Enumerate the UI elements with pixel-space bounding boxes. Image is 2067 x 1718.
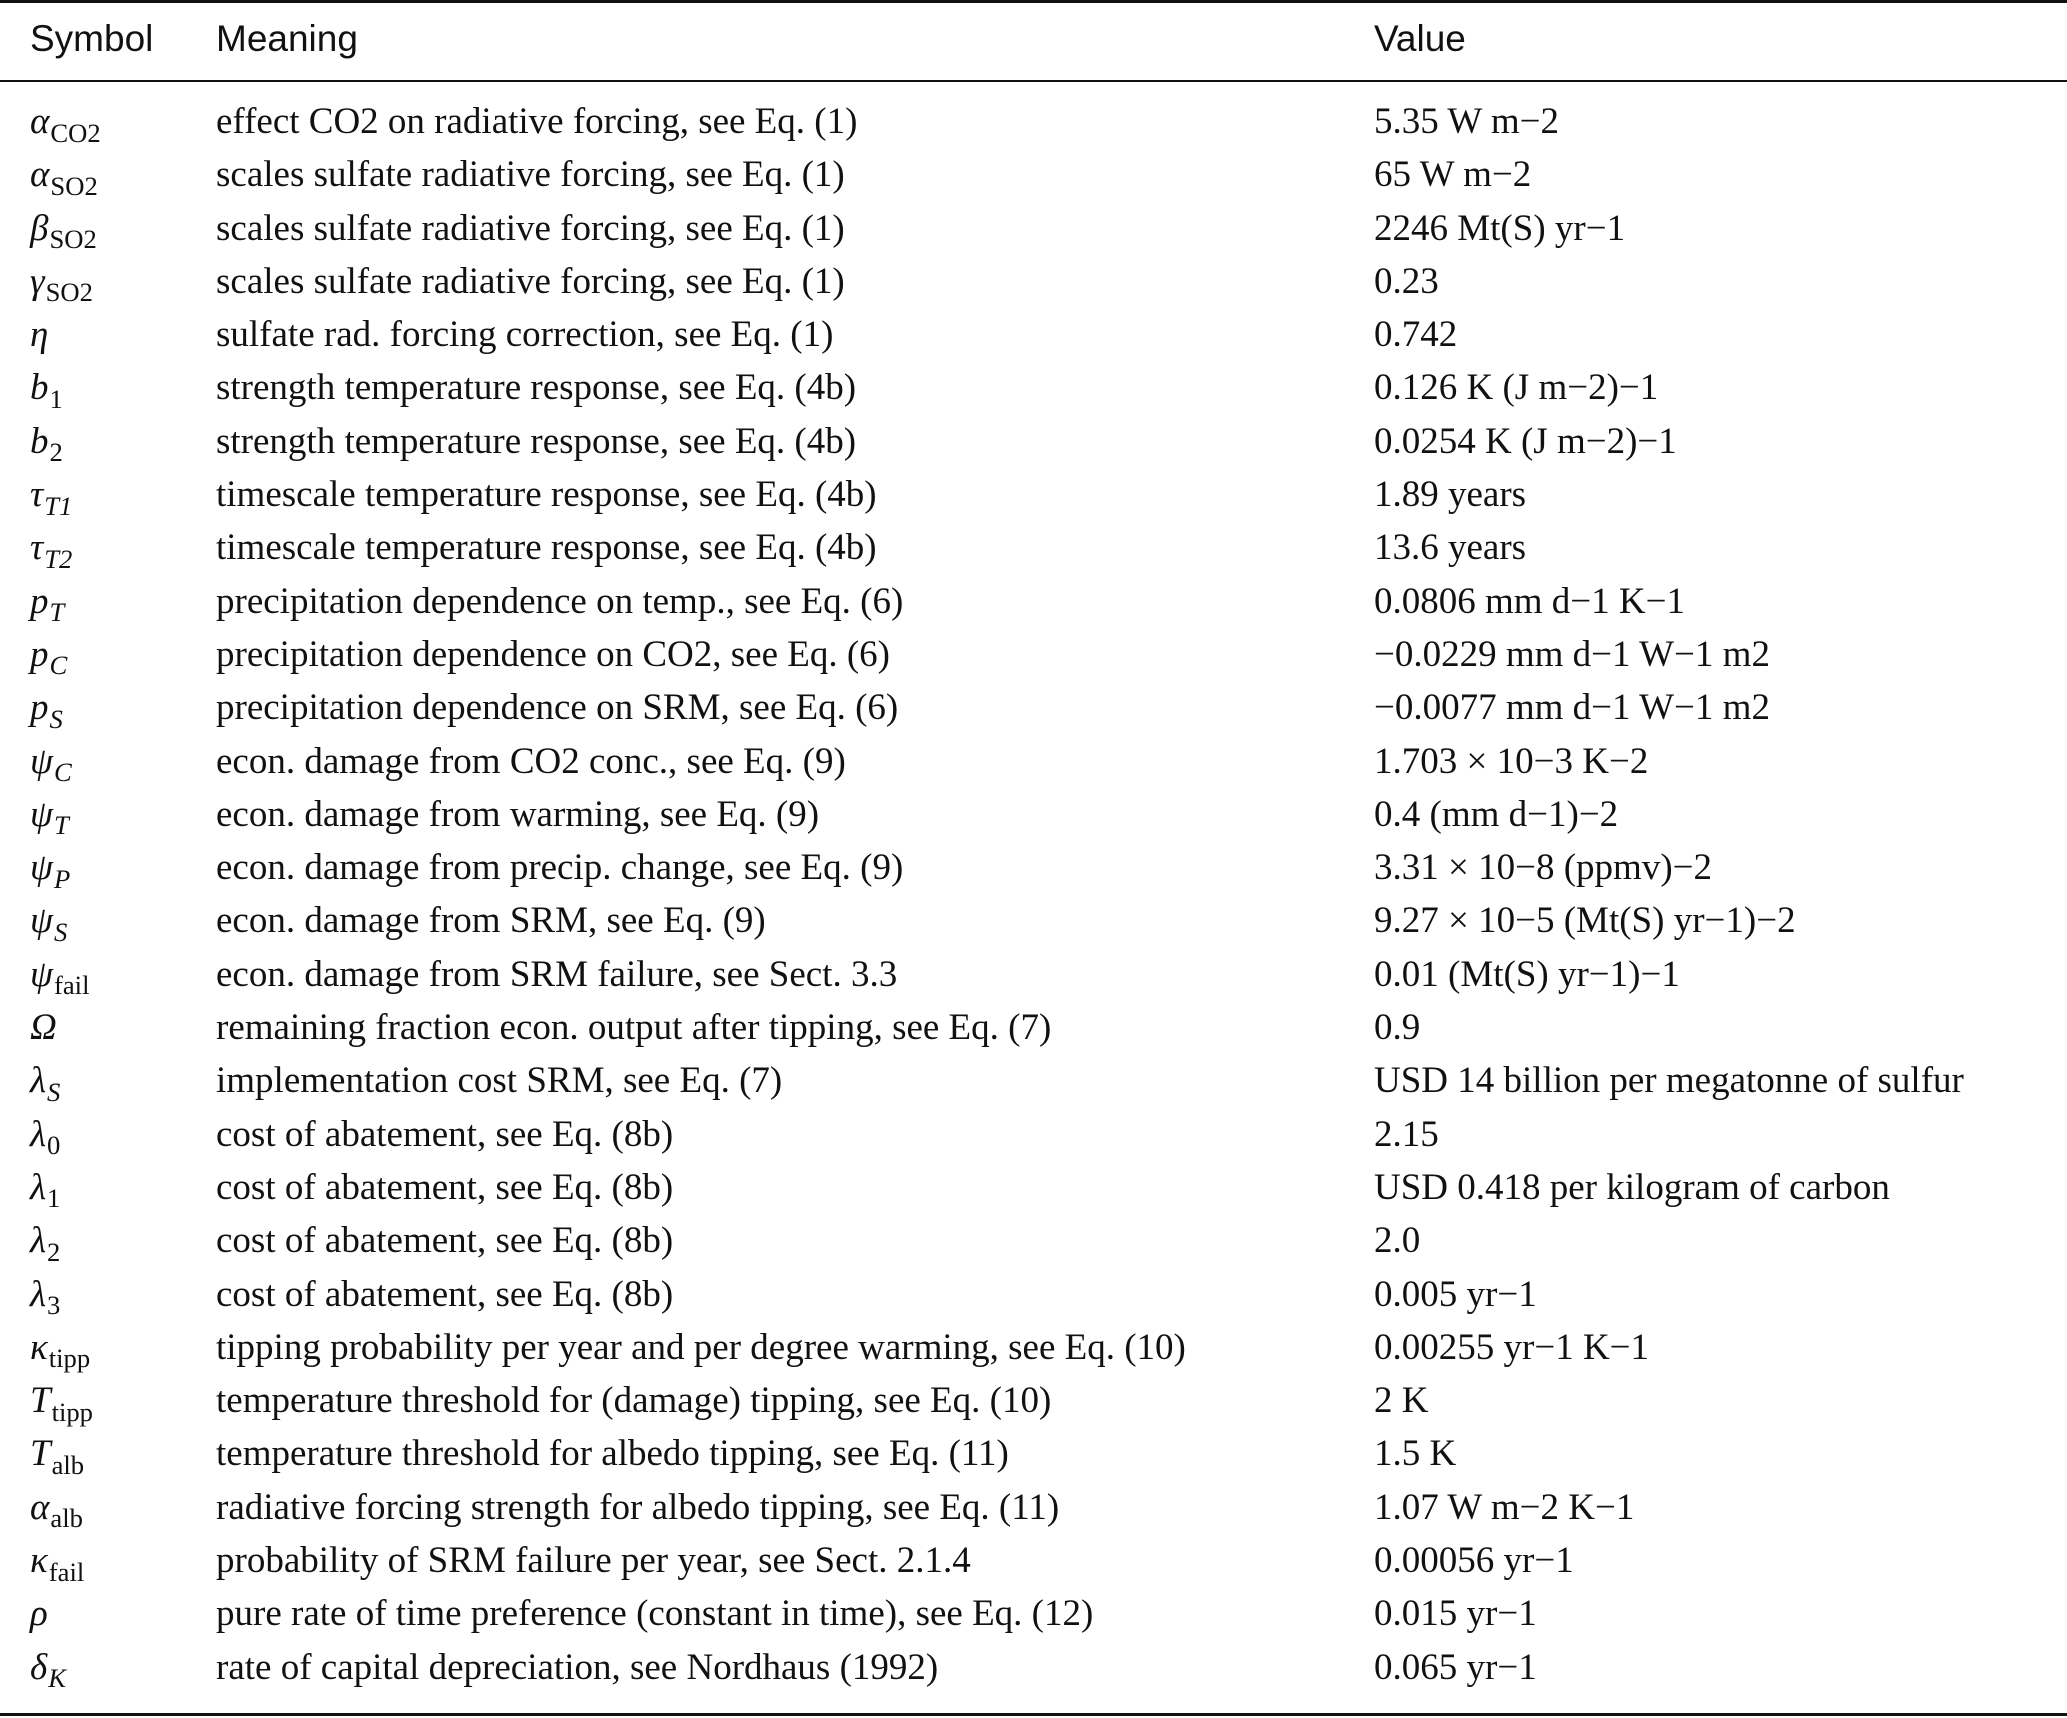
value-cell: 2246 Mt(S) yr−1 xyxy=(1374,207,1626,249)
table-row xyxy=(0,1481,2067,1534)
meaning-cell: effect CO2 on radiative forcing, see Eq. (1) xyxy=(216,101,858,142)
symbol-cell xyxy=(30,206,97,263)
symbol-base: γ xyxy=(30,260,45,302)
symbol-subscript: S xyxy=(49,703,63,734)
symbol-base: β xyxy=(30,207,49,249)
table-row xyxy=(0,1534,2067,1587)
value-cell: 0.0806 mm d−1 K−1 xyxy=(1374,580,1686,622)
meaning-cell: scales sulfate radiative forcing, see Eq. (1) xyxy=(216,154,845,196)
table-row xyxy=(0,1427,2067,1480)
meaning-cell: econ. damage from SRM failure, see Sect. 3.3 xyxy=(216,953,898,995)
symbol-subscript: alb xyxy=(50,1503,83,1534)
table-row xyxy=(0,521,2067,574)
value-cell: 5.35 W m−2 xyxy=(1374,101,1559,142)
meaning-cell: econ. damage from CO2 conc., see Eq. (9) xyxy=(216,740,846,782)
meaning-cell: pure rate of time preference (constant in time), see Eq. (12) xyxy=(216,1593,1094,1635)
symbol-base: τ xyxy=(30,527,44,569)
table-row xyxy=(0,575,2067,628)
symbol-base: λ xyxy=(30,1220,47,1262)
value-cell: 3.31 × 10−8 (ppmv)−2 xyxy=(1374,847,1713,889)
symbol-cell xyxy=(30,259,93,316)
symbol-cell xyxy=(30,1112,60,1169)
symbol-subscript: 3 xyxy=(47,1290,61,1321)
symbol-subscript: T xyxy=(49,597,65,628)
symbol-cell xyxy=(30,1485,83,1542)
symbol-base: λ xyxy=(30,1060,47,1102)
symbol-subscript: 1 xyxy=(49,384,63,414)
symbol-subscript: tipp xyxy=(51,1396,93,1427)
table-row xyxy=(0,894,2067,947)
table-row xyxy=(0,1587,2067,1640)
symbol-base: T xyxy=(30,1380,51,1422)
symbol-base: T xyxy=(30,1433,51,1475)
symbol-subscript: SO2 xyxy=(45,277,93,308)
symbol-cell xyxy=(30,898,67,955)
meaning-cell: strength temperature response, see Eq. (4b) xyxy=(216,420,857,462)
value-cell: 0.0254 K (J m−2)−1 xyxy=(1374,420,1677,462)
value-cell: 0.01 (Mt(S) yr−1)−1 xyxy=(1374,953,1680,995)
symbol-cell xyxy=(30,525,72,582)
table-row xyxy=(0,628,2067,681)
symbol-cell xyxy=(30,792,69,849)
value-cell: 0.742 xyxy=(1374,314,1458,356)
symbol-cell xyxy=(30,312,48,358)
table-bottom-rule xyxy=(0,1713,2067,1716)
value-cell: 0.126 K (J m−2)−1 xyxy=(1374,367,1659,409)
symbol-subscript: S xyxy=(47,1076,61,1107)
symbol-subscript: T xyxy=(53,810,69,841)
value-cell: −0.0077 mm d−1 W−1 m2 xyxy=(1374,687,1770,729)
symbol-cell xyxy=(30,472,72,529)
table-row xyxy=(0,255,2067,308)
table-row xyxy=(0,1161,2067,1214)
symbol-subscript: C xyxy=(49,650,68,681)
value-cell: 1.5 K xyxy=(1374,1433,1457,1475)
symbol-subscript: fail xyxy=(48,1556,85,1587)
table-row xyxy=(0,681,2067,734)
table-row xyxy=(0,95,2067,148)
symbol-subscript: SO2 xyxy=(50,170,98,201)
value-cell: 2.0 xyxy=(1374,1220,1421,1262)
meaning-cell: cost of abatement, see Eq. (8b) xyxy=(216,1220,674,1262)
meaning-cell: sulfate rad. forcing correction, see Eq. (1) xyxy=(216,314,834,356)
meaning-cell: timescale temperature response, see Eq. (4b) xyxy=(216,474,877,516)
symbol-cell xyxy=(30,579,64,636)
symbol-base: p xyxy=(30,687,49,729)
symbol-subscript: T1 xyxy=(44,490,73,521)
value-cell: 0.005 yr−1 xyxy=(1374,1273,1537,1315)
symbol-base: α xyxy=(30,101,50,142)
symbol-cell xyxy=(30,1218,60,1275)
table-row xyxy=(0,308,2067,361)
table-row xyxy=(0,1268,2067,1321)
symbol-subscript: alb xyxy=(51,1449,85,1480)
meaning-cell: cost of abatement, see Eq. (8b) xyxy=(216,1113,674,1155)
symbol-base: α xyxy=(30,154,50,196)
meaning-cell: scales sulfate radiative forcing, see Eq. (1) xyxy=(216,260,845,302)
value-cell: 13.6 years xyxy=(1374,527,1527,569)
symbol-base: p xyxy=(30,633,49,675)
symbol-subscript: fail xyxy=(53,970,90,1001)
meaning-cell: timescale temperature response, see Eq. (4b) xyxy=(216,527,877,569)
value-cell: 0.00255 yr−1 K−1 xyxy=(1374,1326,1650,1368)
symbol-cell xyxy=(30,1378,93,1435)
table-row xyxy=(0,948,2067,1001)
value-cell: 1.89 years xyxy=(1374,474,1527,516)
value-cell: 0.00056 yr−1 xyxy=(1374,1540,1574,1582)
table-header-rule xyxy=(0,80,2067,82)
value-cell: 9.27 × 10−5 (Mt(S) yr−1)−2 xyxy=(1374,900,1796,942)
symbol-base: p xyxy=(30,580,49,622)
symbol-subscript: 2 xyxy=(47,1236,61,1267)
symbol-base: ψ xyxy=(30,847,53,889)
symbol-cell xyxy=(30,1591,48,1637)
meaning-cell: econ. damage from precip. change, see Eq. (9) xyxy=(216,847,904,889)
symbol-cell xyxy=(30,952,89,1009)
table-row xyxy=(0,1321,2067,1374)
meaning-cell: tipping probability per year and per degree warming, see Eq. (10) xyxy=(216,1326,1186,1368)
symbol-base: ψ xyxy=(30,900,53,942)
symbol-base: Ω xyxy=(30,1007,57,1049)
symbol-base: τ xyxy=(30,474,44,516)
value-cell: 0.23 xyxy=(1374,260,1439,302)
symbol-base: λ xyxy=(30,1113,47,1155)
meaning-cell: rate of capital depreciation, see Nordhaus (1992) xyxy=(216,1646,939,1688)
symbol-subscript: 1 xyxy=(47,1183,61,1214)
symbol-subscript: T2 xyxy=(44,543,73,574)
value-cell: 2.15 xyxy=(1374,1113,1439,1155)
table-row xyxy=(0,1001,2067,1054)
table-body xyxy=(0,95,2067,1694)
symbol-cell xyxy=(30,1165,60,1222)
symbol-base: κ xyxy=(30,1326,48,1368)
symbol-cell xyxy=(30,632,67,689)
symbol-base: ρ xyxy=(30,1593,48,1635)
value-cell: 1.703 × 10−3 K−2 xyxy=(1374,740,1649,782)
symbol-base: κ xyxy=(30,1540,48,1582)
value-cell: 2 K xyxy=(1374,1380,1429,1422)
meaning-cell: precipitation dependence on temp., see Eq. (6) xyxy=(216,580,904,622)
meaning-cell: cost of abatement, see Eq. (8b) xyxy=(216,1166,674,1208)
symbol-cell xyxy=(30,845,70,902)
meaning-cell: precipitation dependence on CO2, see Eq. (6) xyxy=(216,633,890,675)
meaning-cell: probability of SRM failure per year, see Sect. 2.1.4 xyxy=(216,1540,971,1582)
table-row xyxy=(0,468,2067,521)
table-top-rule xyxy=(0,0,2067,3)
symbol-cell xyxy=(30,739,72,796)
value-cell: 1.07 W m−2 K−1 xyxy=(1374,1486,1635,1528)
value-cell: 65 W m−2 xyxy=(1374,154,1532,196)
symbol-base: δ xyxy=(30,1646,48,1688)
meaning-cell: scales sulfate radiative forcing, see Eq. (1) xyxy=(216,207,845,249)
symbol-cell xyxy=(30,419,63,476)
symbol-cell xyxy=(30,365,63,422)
table-row xyxy=(0,1214,2067,1267)
symbol-cell xyxy=(30,1538,84,1595)
symbol-subscript: 0 xyxy=(47,1130,61,1161)
symbol-cell xyxy=(30,1272,60,1329)
value-cell: USD 14 billion per megatonne of sulfur xyxy=(1374,1060,1964,1102)
meaning-cell: cost of abatement, see Eq. (8b) xyxy=(216,1273,674,1315)
value-cell: 0.9 xyxy=(1374,1007,1421,1049)
value-cell: 0.065 yr−1 xyxy=(1374,1646,1537,1688)
value-cell: USD 0.418 per kilogram of carbon xyxy=(1374,1166,1890,1208)
table-row xyxy=(0,415,2067,468)
header-symbol: Symbol xyxy=(30,18,154,59)
value-cell: 0.4 (mm d−1)−2 xyxy=(1374,793,1619,835)
symbol-cell xyxy=(30,1325,90,1382)
symbol-subscript: S xyxy=(53,916,68,947)
header-meaning: Meaning xyxy=(216,18,358,59)
table-row xyxy=(0,1108,2067,1161)
table-row xyxy=(0,1374,2067,1427)
table-row xyxy=(0,735,2067,788)
meaning-cell: implementation cost SRM, see Eq. (7) xyxy=(216,1060,783,1102)
value-cell: −0.0229 mm d−1 W−1 m2 xyxy=(1374,633,1770,675)
symbol-base: b xyxy=(30,367,49,409)
table-header xyxy=(0,14,2067,64)
symbol-cell xyxy=(30,99,101,156)
symbol-cell xyxy=(30,1645,66,1702)
symbol-base: ψ xyxy=(30,793,53,835)
symbol-subscript: P xyxy=(53,863,71,894)
symbol-cell xyxy=(30,1431,84,1488)
meaning-cell: temperature threshold for (damage) tipping, see Eq. (10) xyxy=(216,1380,1052,1422)
table-row xyxy=(0,202,2067,255)
symbol-cell xyxy=(30,152,98,209)
meaning-cell: strength temperature response, see Eq. (4b) xyxy=(216,367,857,409)
symbol-subscript: K xyxy=(48,1663,66,1694)
table-row xyxy=(0,361,2067,414)
symbol-cell xyxy=(30,1058,60,1115)
symbol-base: η xyxy=(30,314,49,356)
symbol-cell xyxy=(30,1005,57,1051)
symbol-subscript: tipp xyxy=(48,1343,91,1374)
symbol-subscript: SO2 xyxy=(49,224,97,255)
meaning-cell: radiative forcing strength for albedo tipping, see Eq. (11) xyxy=(216,1486,1060,1528)
meaning-cell: remaining fraction econ. output after tipping, see Eq. (7) xyxy=(216,1007,1052,1049)
symbol-base: λ xyxy=(30,1273,47,1315)
symbol-subscript: CO2 xyxy=(50,117,101,148)
symbol-subscript: 2 xyxy=(49,437,63,468)
symbol-base: α xyxy=(30,1486,50,1528)
symbol-base: b xyxy=(30,420,49,462)
symbol-base: ψ xyxy=(30,740,53,782)
meaning-cell: precipitation dependence on SRM, see Eq. (6) xyxy=(216,687,899,729)
header-value: Value xyxy=(1374,18,1466,59)
meaning-cell: econ. damage from SRM, see Eq. (9) xyxy=(216,900,766,942)
symbol-cell xyxy=(30,685,63,742)
value-cell: 0.015 yr−1 xyxy=(1374,1593,1537,1635)
table-row xyxy=(0,788,2067,841)
symbol-base: ψ xyxy=(30,953,53,995)
table-row xyxy=(0,841,2067,894)
meaning-cell: temperature threshold for albedo tipping, see Eq. (11) xyxy=(216,1433,1009,1475)
symbol-base: λ xyxy=(30,1166,47,1208)
symbol-subscript: C xyxy=(53,757,72,788)
table-row xyxy=(0,1641,2067,1694)
table-row xyxy=(0,1054,2067,1107)
table-row xyxy=(0,148,2067,201)
meaning-cell: econ. damage from warming, see Eq. (9) xyxy=(216,793,820,835)
